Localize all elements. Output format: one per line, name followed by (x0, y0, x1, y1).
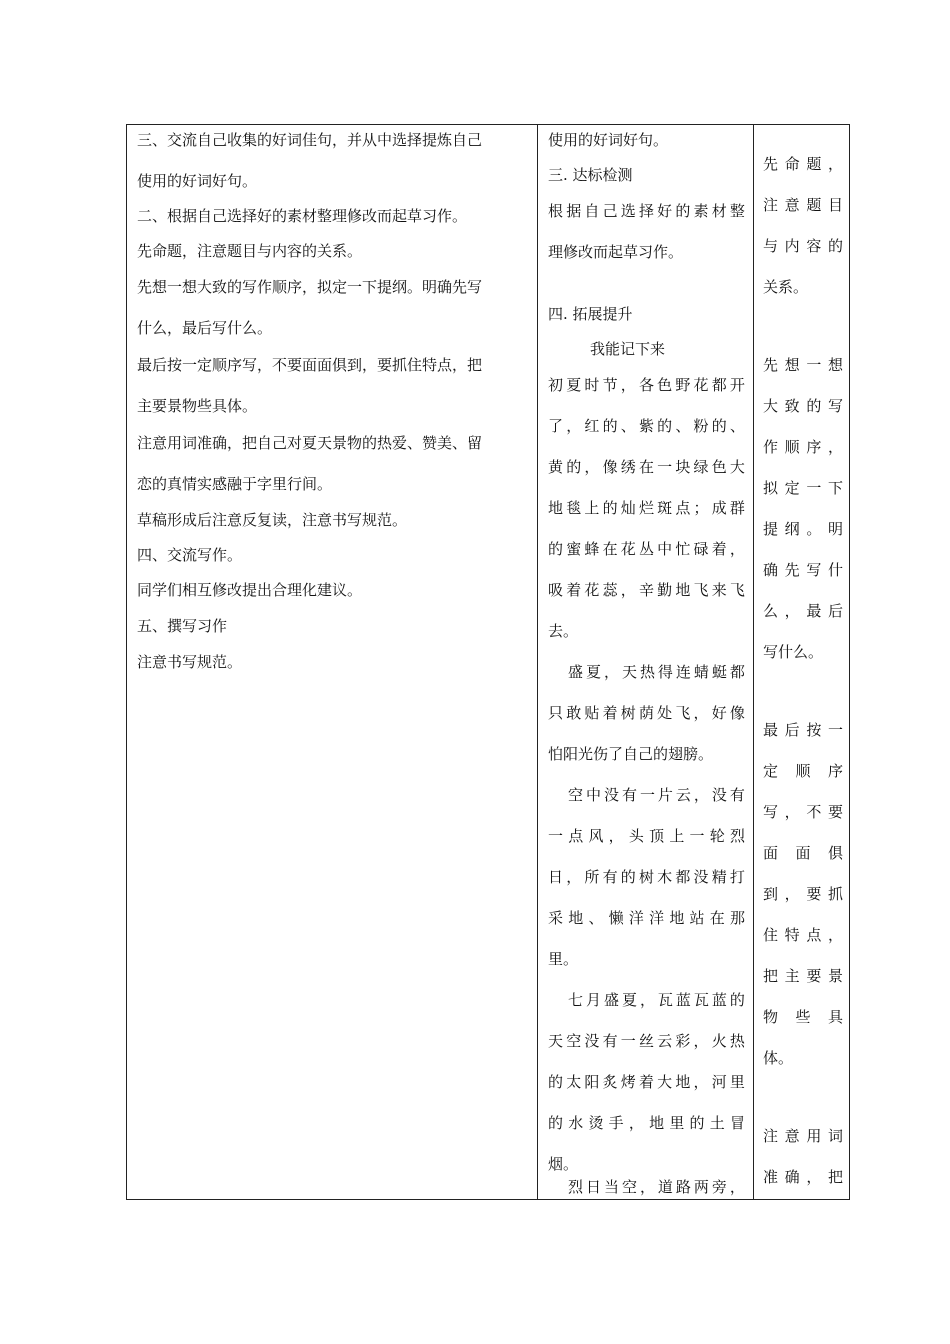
text-line: 主要景物些具体。 (137, 397, 258, 415)
text-line: 到 ， 要 抓 (763, 885, 843, 903)
text-line: 住 特 点 ， (763, 926, 843, 944)
text-line: 面 面 俱 (763, 844, 843, 862)
text-line: 黄 的 ， 像 绣 在 一 块 绿 色 大 (548, 458, 745, 476)
text-line: 草稿形成后注意反复读，注意书写规范。 (137, 511, 408, 529)
text-line: 恋的真情实感融于字里行间。 (137, 475, 333, 493)
text-line: 么 ， 最 后 (763, 602, 843, 620)
text-line: 天 空 没 有 一 丝 云 彩 ， 火 热 (548, 1032, 745, 1050)
text-line: 了 ， 红 的 、 紫 的 、 粉 的 、 (548, 417, 745, 435)
text-line: 四、交流写作。 (137, 546, 243, 564)
text-line: 四. 拓展提升 (548, 305, 633, 323)
text-line: 初 夏 时 节 ， 各 色 野 花 都 开 (548, 376, 745, 394)
text-line: 准 确 ， 把 (763, 1168, 843, 1186)
text-line: 最 后 按 一 (763, 721, 843, 739)
text-line: 吸 着 花 蕊 ， 辛 勤 地 飞 来 飞 (548, 581, 745, 599)
text-line: 什么，最后写什么。 (137, 319, 273, 337)
text-line: 二、根据自己选择好的素材整理修改而起草习作。 (137, 207, 468, 225)
text-line: 怕阳光伤了自己的翅膀。 (548, 745, 714, 763)
text-line: 先命题，注意题目与内容的关系。 (137, 242, 363, 260)
text-line: 七 月 盛 夏 ， 瓦 蓝 瓦 蓝 的 (568, 991, 745, 1009)
text-line: 注 意 用 词 (763, 1127, 843, 1145)
text-line: 写 ， 不 要 (763, 803, 843, 821)
text-line: 最后按一定顺序写，不要面面俱到，要抓住特点，把 (137, 356, 483, 374)
text-line: 只 敢 贴 着 树 荫 处 飞 ， 好 像 (548, 704, 745, 722)
text-line: 注意用词准确，把自己对夏天景物的热爱、赞美、留 (137, 434, 483, 452)
text-line: 把 主 要 景 (763, 967, 843, 985)
text-line: 盛 夏 ， 天 热 得 连 蜻 蜓 都 (568, 663, 745, 681)
text-line: 同学们相互修改提出合理化建议。 (137, 581, 363, 599)
text-line: 使用的好词好句。 (548, 131, 669, 149)
text-line: 物 些 具 (763, 1008, 843, 1026)
text-line: 大 致 的 写 (763, 397, 843, 415)
text-line: 理修改而起草习作。 (548, 243, 684, 261)
text-line: 使用的好词好句。 (137, 172, 258, 190)
text-line: 里。 (548, 950, 579, 968)
text-line: 烟。 (548, 1155, 579, 1173)
text-line: 空 中 没 有 一 片 云 ， 没 有 (568, 786, 745, 804)
text-line: 日 ， 所 有 的 树 木 都 没 精 打 (548, 868, 745, 886)
text-line: 先 想 一 想 (763, 356, 843, 374)
text-line: 注意书写规范。 (137, 653, 243, 671)
text-line: 确 先 写 什 (763, 561, 843, 579)
text-line: 先 命 题 ， (763, 155, 843, 173)
text-line: 的 蜜 蜂 在 花 丛 中 忙 碌 着 ， (548, 540, 745, 558)
text-line: 与 内 容 的 (763, 237, 843, 255)
text-line: 烈 日 当 空 ， 道 路 两 旁 ， (568, 1178, 745, 1196)
text-line: 拟 定 一 下 (763, 479, 843, 497)
text-line: 关系。 (763, 278, 809, 296)
text-line: 体。 (763, 1049, 794, 1067)
column-divider (753, 125, 754, 1199)
text-line: 三. 达标检测 (548, 166, 633, 184)
text-line: 三、交流自己收集的好词佳句，并从中选择提炼自己 (137, 131, 483, 149)
text-line: 一 点 风 ， 头 顶 上 一 轮 烈 (548, 827, 745, 845)
text-line: 写什么。 (763, 643, 824, 661)
text-line: 注 意 题 目 (763, 196, 843, 214)
text-line: 的 太 阳 炙 烤 着 大 地 ， 河 里 (548, 1073, 745, 1091)
lesson-plan-table (126, 124, 850, 1200)
text-line: 提 纲 。 明 (763, 520, 843, 538)
text-line: 采 地 、 懒 洋 洋 地 站 在 那 (548, 909, 745, 927)
text-line: 我能记下来 (590, 340, 666, 358)
text-line: 去。 (548, 622, 579, 640)
text-line: 定 顺 序 (763, 762, 843, 780)
column-divider (537, 125, 538, 1199)
text-line: 先想一想大致的写作顺序，拟定一下提纲。明确先写 (137, 278, 483, 296)
text-line: 五、撰写习作 (137, 617, 228, 635)
text-line: 的 水 烫 手 ， 地 里 的 土 冒 (548, 1114, 745, 1132)
text-line: 地 毯 上 的 灿 烂 斑 点 ； 成 群 (548, 499, 745, 517)
text-line: 根 据 自 己 选 择 好 的 素 材 整 (548, 202, 745, 220)
text-line: 作 顺 序 ， (763, 438, 843, 456)
